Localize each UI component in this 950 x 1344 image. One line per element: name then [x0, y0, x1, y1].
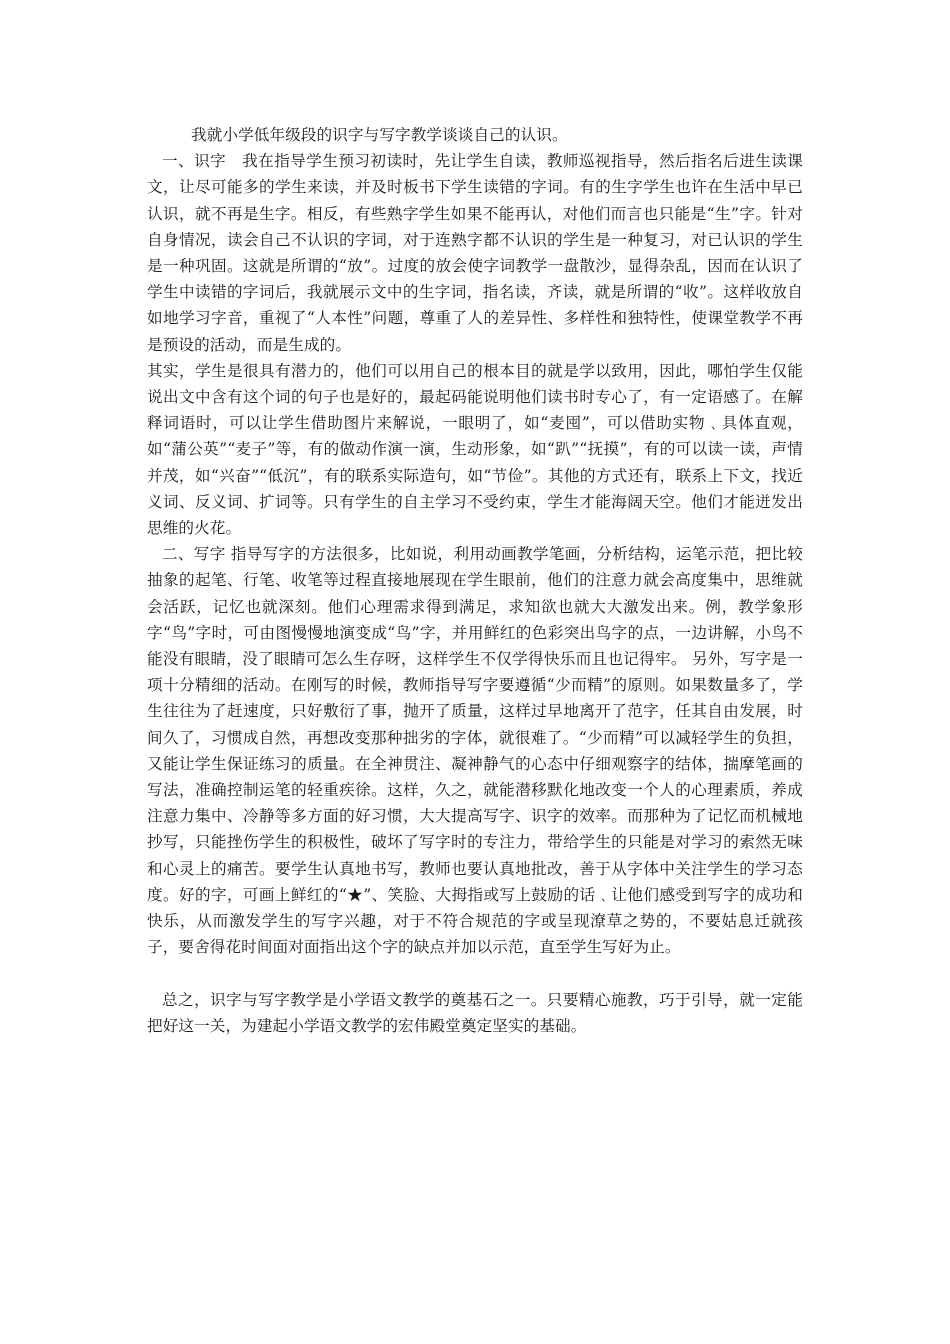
- literacy-section-paragraph: 一、识字 我在指导学生预习初读时，先让学生自读，教师巡视指导，然后指名后进生读课文，让尽可能多的学生来读，并及时板书下学生读错的字词。有的生字学生也许在生活中早已认识，就不再是生字。相反，有些熟字学生如果不能再认，对他们而言也只能是“生”字。针对自身情况，读会自己不认识的字词，对于连熟字都不认识的学生是一种复习，对已认识的学生是一种巩固。这就是所谓的“放”。过度的放会使字词教学一盘散沙，显得杂乱，因而在认识了学生中读错的字词后，我就展示文中的生字词，指名读，齐读，就是所谓的“收”。这样收放自如地学习字音，重视了“人本性”问题，尊重了人的差异性、多样性和独特性，使课堂教学不再是预设的活动，而是生成的。: [147, 152, 803, 354]
- conclusion-paragraph: 总之，识字与写字教学是小学语文教学的奠基石之一。只要精心施教，巧于引导，就一定能把好这一关，为建起小学语文教学的宏伟殿堂奠定坚实的基础。: [147, 990, 803, 1035]
- writing-section-paragraph: 二、写字 指导写字的方法很多，比如说，利用动画教学笔画，分析结构，运笔示范，把比较抽象的起笔、行笔、收笔等过程直接地展现在学生眼前，他们的注意力就会高度集中，思维就会活跃，记忆也就深刻。他们心理需求得到满足，求知欲也就大大激发出来。例，教学象形字“鸟”字时，可由图慢慢地演变成“鸟”字，并用鲜红的色彩突出鸟字的点，一边讲解，小鸟不能没有眼睛，没了眼睛可怎么生存呀，这样学生不仅学得快乐而且也记得牢。 另外，写字是一项十分精细的活动。在刚写的时候，教师指导写字要遵循“少而精”的原则。如果数量多了，学生往往为了赶速度，只好敷衍了事，抛开了质量，这样过早地离开了范字，任其自由发展，时间久了，习惯成自然，再想改变那种拙劣的字体，就很难了。“少而精”可以减轻学生的负担，又能让学生保证练习的质量。在全神贯注、凝神静气的心态中仔细观察字的结体，揣摩笔画的写法，准确控制运笔的轻重疾徐。这样，久之，就能潜移默化地改变一个人的心理素质，养成注意力集中、冷静等多方面的好习惯，大大提高写字、识字的效率。而那种为了记忆而机械地抄写，只能挫伤学生的积极性，破坏了写字时的专注力，带给学生的只能是对学习的索然无味和心灵上的痛苦。要学生认真地书写，教师也要认真地批改，善于从字体中关注学生的学习态度。好的字，可画上鲜红的“★”、笑脸、大拇指或写上鼓励的话﹑让他们感受到写字的成功和快乐，从而激发学生的写字兴趣，对于不符合规范的字或呈现潦草之势的，不要姑息迁就孩子，要舍得花时间面对面指出这个字的缺点并加以示范，直至学生写好为止。: [147, 545, 803, 957]
- paragraph-spacer: [147, 961, 803, 987]
- literacy-section-continued-paragraph: 其实，学生是很具有潜力的，他们可以用自己的根本目的就是学以致用，因此，哪怕学生仅能说出文中含有这个词的句子也是好的，最起码能说明他们读书时专心了，有一定语感了。在解释词语时，可以让学生借助图片来解说，一眼明了，如“麦囤”，可以借助实物﹑具体直观，如“蒲公英”“麦子”等，有的做动作演一演，生动形象，如“趴”“抚摸”，有的可以读一读，声情并茂，如“兴奋”“低沉”，有的联系实际造句，如“节俭”。其他的方式还有，联系上下文，找近义词、反义词、扩词等。只有学生的自主学习不受约束，学生才能海阔天空。他们才能迸发出思维的火花。: [147, 361, 803, 538]
- document-body: [147, 122, 803, 1039]
- intro-paragraph: 我就小学低年级段的识字与写字教学谈谈自己的认识。: [191, 126, 568, 144]
